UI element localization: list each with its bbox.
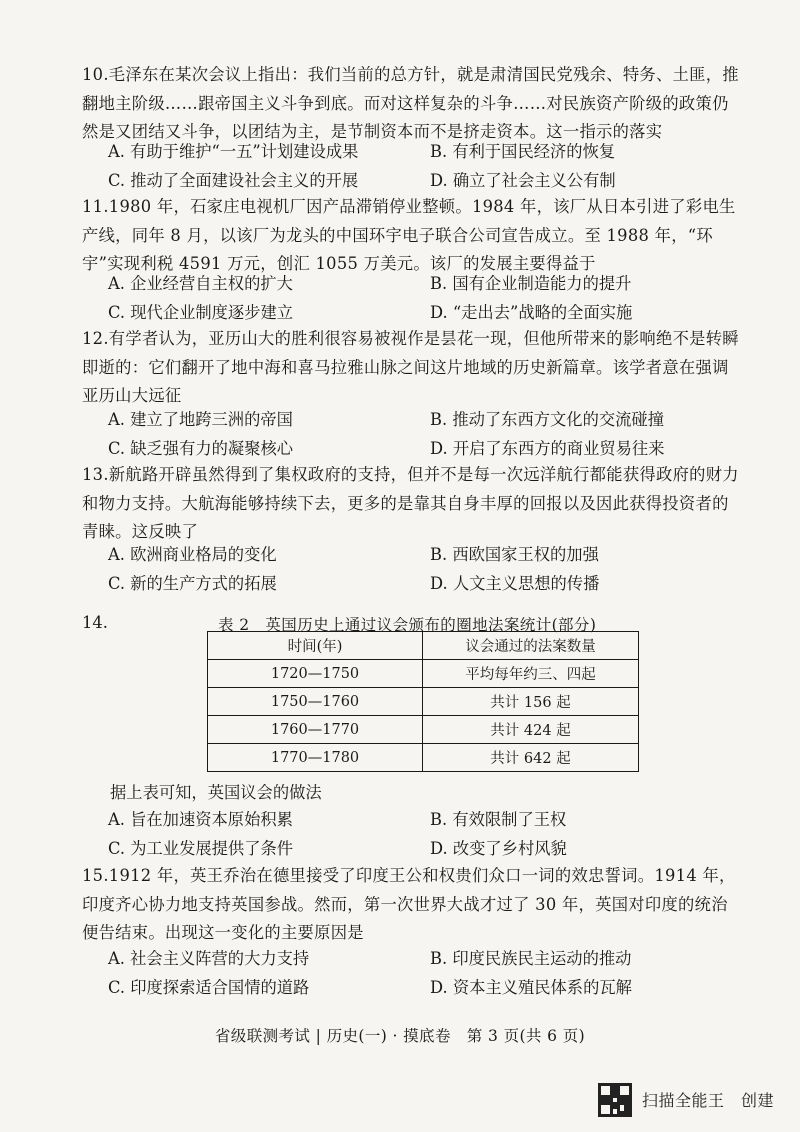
option-c[interactable]: C. 印度探索适合国情的道路 <box>108 978 310 997</box>
question-10-options <box>108 137 748 195</box>
option-b[interactable]: B. 有效限制了王权 <box>430 810 567 829</box>
scanner-watermark: 扫描全能王 创建 <box>642 1091 775 1110</box>
question-stem: 毛泽东在某次会议上指出：我们当前的总方针，就是肃清国民党残余、特务、土匪，推翻地主阶级……跟帝国主义斗争到底。而对这样复杂的斗争……对民族资产阶级的政策仍然是又团结又斗争，以团结为主，是节制资本而不是挤走资本。这一指示的落实 <box>82 65 739 141</box>
option-c[interactable]: C. 推动了全面建设社会主义的开展 <box>108 171 359 190</box>
question-12 <box>82 325 742 411</box>
option-b[interactable]: B. 有利于国民经济的恢复 <box>430 142 616 161</box>
table-caption: 表 2 英国历史上通过议会颁布的圈地法案统计(部分) <box>218 616 597 634</box>
table-row <box>208 688 639 716</box>
option-c[interactable]: C. 现代企业制度逐步建立 <box>108 303 294 322</box>
question-10 <box>82 61 742 147</box>
table-header-row <box>208 632 639 660</box>
option-d[interactable]: D. 人文主义思想的传播 <box>430 574 600 593</box>
option-d[interactable]: D. 开启了东西方的商业贸易往来 <box>430 439 665 458</box>
question-number: 11. <box>82 197 109 216</box>
option-d[interactable]: D. 改变了乡村风貌 <box>430 839 567 858</box>
question-14-stem: 据上表可知，英国议会的做法 <box>110 783 322 802</box>
question-number: 10. <box>82 65 109 84</box>
option-a[interactable]: A. 旨在加速资本原始积累 <box>108 810 293 829</box>
option-d[interactable]: D. 确立了社会主义公有制 <box>430 171 616 190</box>
count-cell: 平均每年约三、四起 <box>423 660 639 688</box>
question-14-number: 14. <box>82 613 108 632</box>
question-11 <box>82 193 742 279</box>
question-13-options <box>108 540 748 598</box>
count-cell: 共计 642 起 <box>423 744 639 772</box>
question-number: 13. <box>82 465 109 484</box>
question-12-options <box>108 405 748 463</box>
option-a[interactable]: A. 社会主义阵营的大力支持 <box>108 949 310 968</box>
period-cell: 1770—1780 <box>208 744 423 772</box>
option-a[interactable]: A. 欧洲商业格局的变化 <box>108 545 277 564</box>
option-a[interactable]: A. 企业经营自主权的扩大 <box>108 274 293 293</box>
option-b[interactable]: B. 印度民族民主运动的推动 <box>430 949 632 968</box>
question-number: 15. <box>82 866 109 885</box>
question-14-options <box>108 805 748 863</box>
question-13 <box>82 461 742 547</box>
option-a[interactable]: A. 建立了地跨三洲的帝国 <box>108 410 293 429</box>
period-cell: 1720—1750 <box>208 660 423 688</box>
table-row <box>208 744 639 772</box>
period-cell: 1760—1770 <box>208 716 423 744</box>
table-row <box>208 660 639 688</box>
qr-code-icon <box>598 1083 632 1117</box>
option-c[interactable]: C. 缺乏强有力的凝聚核心 <box>108 439 294 458</box>
option-d[interactable]: D. “走出去”战略的全面实施 <box>430 303 633 322</box>
header-cell-period: 时间(年) <box>208 632 423 660</box>
option-c[interactable]: C. 新的生产方式的拓展 <box>108 574 277 593</box>
question-stem: 有学者认为，亚历山大的胜利很容易被视作是昙花一现，但他所带来的影响绝不是转瞬即逝的：它们翻开了地中海和喜马拉雅山脉之间这片地域的历史新篇章。该学者意在强调亚历山大远征 <box>82 329 739 405</box>
question-15-options <box>108 944 748 1002</box>
count-cell: 共计 424 起 <box>423 716 639 744</box>
option-b[interactable]: B. 西欧国家王权的加强 <box>430 545 599 564</box>
option-b[interactable]: B. 推动了东西方文化的交流碰撞 <box>430 410 664 429</box>
question-stem: 1912 年，英王乔治在德里接受了印度王公和权贵们众口一词的效忠誓词。1914 年，印度齐心协力地支持英国参战。然而，第一次世界大战才过了 30 年，英国对印度的统治便告结束。出现这一变化的主要原因是 <box>82 866 736 942</box>
page-footer: 省级联测考试 | 历史(一) · 摸底卷 第 3 页(共 6 页) <box>214 1027 586 1045</box>
period-cell: 1750—1760 <box>208 688 423 716</box>
option-d[interactable]: D. 资本主义殖民体系的瓦解 <box>430 978 632 997</box>
question-stem: 新航路开辟虽然得到了集权政府的支持，但并不是每一次远洋航行都能获得政府的财力和物力支持。大航海能够持续下去，更多的是靠其自身丰厚的回报以及因此获得投资者的青睐。这反映了 <box>82 465 739 541</box>
question-15 <box>82 862 742 948</box>
count-cell: 共计 156 起 <box>423 688 639 716</box>
table-row <box>208 716 639 744</box>
option-a[interactable]: A. 有助于维护“一五”计划建设成果 <box>108 142 359 161</box>
option-b[interactable]: B. 国有企业制造能力的提升 <box>430 274 632 293</box>
question-11-options <box>108 269 748 327</box>
enclosure-acts-table <box>207 631 639 772</box>
question-number: 12. <box>82 329 109 348</box>
option-c[interactable]: C. 为工业发展提供了条件 <box>108 839 294 858</box>
header-cell-count: 议会通过的法案数量 <box>423 632 639 660</box>
question-stem: 1980 年，石家庄电视机厂因产品滞销停业整顿。1984 年，该厂从日本引进了彩电生产线，同年 8 月，以该厂为龙头的中国环宇电子联合公司宣告成立。至 1988 年，“环宇”实现利税 4591 万元，创汇 1055 万美元。该厂的发展主要得益于 <box>82 197 736 273</box>
